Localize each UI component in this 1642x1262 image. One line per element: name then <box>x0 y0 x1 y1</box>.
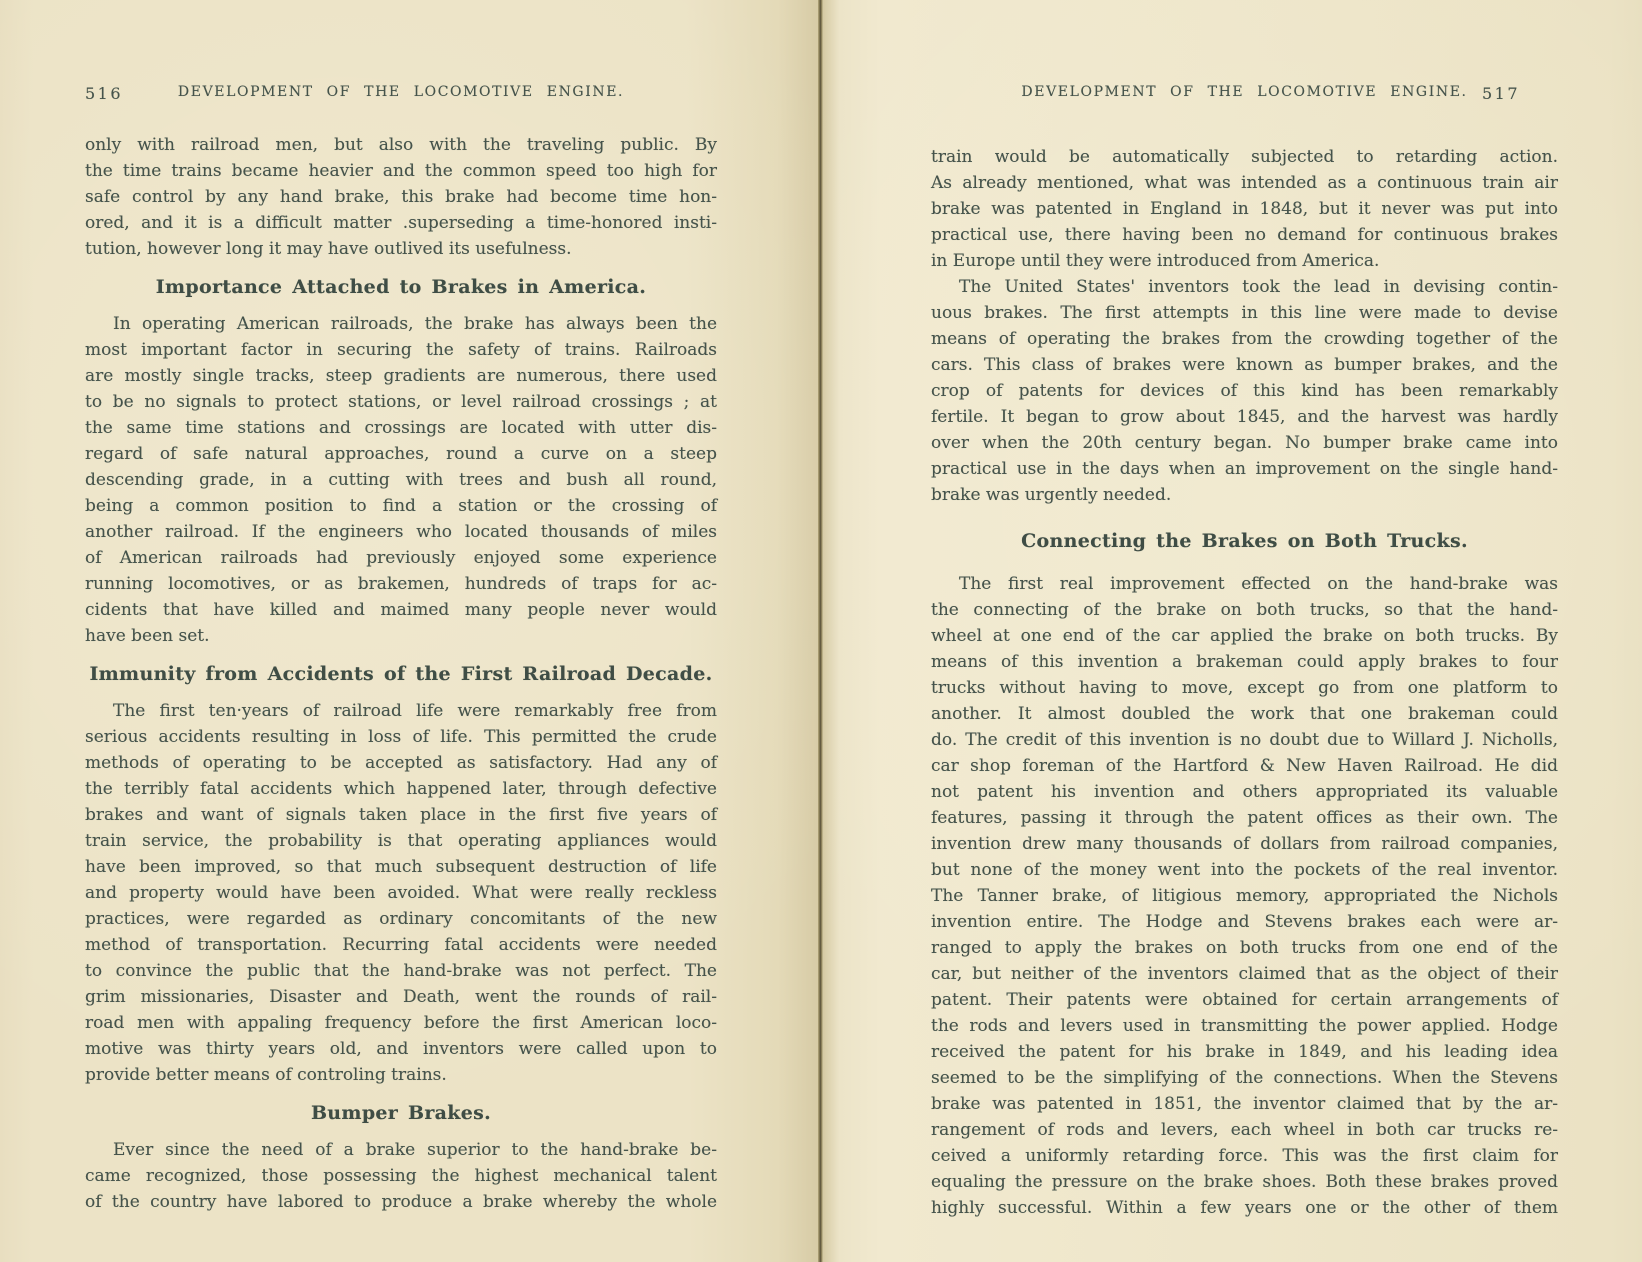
text-line: received the patent for his brake in 1849, and his leading idea <box>931 1042 1558 1062</box>
text-line: in Europe until they were introduced from America. <box>931 251 1380 271</box>
text-line: serious accidents resulting in loss of life. This permitted the crude <box>85 727 717 747</box>
text-line: road men with appaling frequency before the first American loco- <box>85 1013 717 1033</box>
left-page-body <box>85 132 717 1215</box>
text-line: methods of operating to be accepted as satisfactory. Had any of <box>85 753 717 773</box>
text-line: patent. Their patents were obtained for certain arrangements of <box>931 990 1558 1010</box>
text-line: brake was patented in 1851, the inventor claimed that by the ar- <box>931 1094 1558 1114</box>
right-page <box>823 0 1642 1262</box>
text-line: practical use, there having been no demand for continuous brakes <box>931 225 1558 245</box>
text-line: invention drew many thousands of dollars from railroad companies, <box>931 834 1558 854</box>
text-line: ceived a uniformly retarding force. This was the first claim for <box>931 1146 1558 1166</box>
text-line: equaling the pressure on the brake shoes. Both these brakes proved <box>931 1172 1558 1192</box>
section-heading: Connecting the Brakes on Both Trucks. <box>1021 530 1468 552</box>
text-line: Ever since the need of a brake superior to the hand-brake be- <box>113 1140 717 1160</box>
text-line: regard of safe natural approaches, round a curve on a steep <box>85 444 717 464</box>
text-line: the time trains became heavier and the common speed too high for <box>85 161 717 181</box>
text-line: uous brakes. The first attempts in this line were made to devise <box>931 303 1558 323</box>
text-line: grim missionaries, Disaster and Death, went the rounds of rail- <box>85 987 717 1007</box>
left-page-header <box>85 84 717 104</box>
text-line: provide better means of controling trains. <box>85 1065 447 1085</box>
text-line: the rods and levers used in transmitting the power applied. Hodge <box>931 1016 1558 1036</box>
text-line: rangement of rods and levers, each wheel in both car trucks re- <box>931 1120 1558 1140</box>
text-line: to convince the public that the hand-brake was not perfect. The <box>85 961 717 981</box>
text-line: only with railroad men, but also with the traveling public. By <box>85 135 717 155</box>
text-line: method of transportation. Recurring fatal accidents were needed <box>85 935 717 955</box>
text-line: crop of patents for devices of this kind has been remarkably <box>931 381 1558 401</box>
text-line: the terribly fatal accidents which happened later, through defective <box>85 779 717 799</box>
paragraph <box>85 698 717 1088</box>
text-line: of American railroads had previously enjoyed some experience <box>85 548 717 568</box>
text-line: are mostly single tracks, steep gradients are numerous, there used <box>85 366 717 386</box>
text-line: over when the 20th century began. No bumper brake came into <box>931 433 1558 453</box>
left-page-number: 516 <box>85 84 124 103</box>
section-heading: Immunity from Accidents of the First Railroad Decade. <box>89 663 713 685</box>
text-line: brake was urgently needed. <box>931 485 1172 505</box>
left-running-head: DEVELOPMENT OF THE LOCOMOTIVE ENGINE. <box>177 84 625 100</box>
text-line: tution, however long it may have outlived its usefulness. <box>85 239 572 259</box>
text-line: came recognized, those possessing the highest mechanical talent <box>85 1166 717 1186</box>
text-line: invention entire. The Hodge and Stevens brakes each were ar- <box>931 912 1558 932</box>
text-line: practices, were regarded as ordinary concomitants of the new <box>85 909 717 929</box>
text-line: The first real improvement effected on the hand-brake was <box>959 574 1558 594</box>
text-line: another. It almost doubled the work that one brakeman could <box>931 704 1558 724</box>
section-heading: Importance Attached to Brakes in America. <box>155 276 647 298</box>
text-line: fertile. It began to grow about 1845, and the harvest was hardly <box>931 407 1558 427</box>
text-line: car, but neither of the inventors claimed that as the object of their <box>931 964 1558 984</box>
paragraph <box>931 144 1558 274</box>
text-line: the same time stations and crossings are located with utter dis- <box>85 418 717 438</box>
text-line: trucks without having to move, except go from one platform to <box>931 678 1558 698</box>
right-page-header <box>931 84 1558 104</box>
paragraph <box>931 571 1558 1221</box>
paragraph <box>85 1137 717 1215</box>
paragraph <box>85 311 717 649</box>
text-line: In operating American railroads, the brake has always been the <box>113 314 717 334</box>
text-line: The Tanner brake, of litigious memory, appropriated the Nichols <box>931 886 1558 906</box>
text-line: descending grade, in a cutting with trees and bush all round, <box>85 470 717 490</box>
text-line: most important factor in securing the safety of trains. Railroads <box>85 340 717 360</box>
text-line: do. The credit of this invention is no doubt due to Willard J. Nicholls, <box>931 730 1558 750</box>
text-line: being a common position to find a station or the crossing of <box>85 496 717 516</box>
text-line: features, passing it through the patent offices as their own. The <box>931 808 1558 828</box>
text-line: train service, the probability is that operating appliances would <box>85 831 717 851</box>
section-heading: Bumper Brakes. <box>310 1102 492 1124</box>
text-line: means of operating the brakes from the crowding together of the <box>931 329 1558 349</box>
text-line: to be no signals to protect stations, or level railroad crossings ; at <box>85 392 717 412</box>
text-line: As already mentioned, what was intended as a continuous train air <box>931 173 1558 193</box>
text-line: but none of the money went into the pockets of the real inventor. <box>931 860 1558 880</box>
paragraph <box>85 132 717 262</box>
paragraph <box>931 274 1558 508</box>
text-line: ored, and it is a difficult matter .superseding a time-honored insti- <box>85 213 717 233</box>
text-line: seemed to be the simplifying of the connections. When the Stevens <box>931 1068 1558 1088</box>
text-line: of the country have labored to produce a brake whereby the whole <box>85 1192 717 1212</box>
text-line: The United States' inventors took the lead in devising contin- <box>959 277 1558 297</box>
text-line: not patent his invention and others appropriated its valuable <box>931 782 1558 802</box>
text-line: cars. This class of brakes were known as bumper brakes, and the <box>931 355 1558 375</box>
text-line: brakes and want of signals taken place in the first five years of <box>85 805 717 825</box>
text-line: car shop foreman of the Hartford & New Haven Railroad. He did <box>931 756 1558 776</box>
text-line: The first ten·years of railroad life were remarkably free from <box>113 701 717 721</box>
text-line: highly successful. Within a few years one or the other of them <box>931 1198 1558 1218</box>
text-line: another railroad. If the engineers who located thousands of miles <box>85 522 717 542</box>
text-line: have been improved, so that much subsequent destruction of life <box>85 857 717 877</box>
text-line: wheel at one end of the car applied the brake on both trucks. By <box>931 626 1558 646</box>
text-line: have been set. <box>85 626 210 646</box>
text-line: cidents that have killed and maimed many people never would <box>85 600 717 620</box>
text-line: train would be automatically subjected to retarding action. <box>931 147 1558 167</box>
text-line: and property would have been avoided. What were really reckless <box>85 883 717 903</box>
text-line: the connecting of the brake on both trucks, so that the hand- <box>931 600 1558 620</box>
right-page-number: 517 <box>1481 84 1520 103</box>
text-line: brake was patented in England in 1848, but it never was put into <box>931 199 1558 219</box>
text-line: safe control by any hand brake, this brake had become time hon- <box>85 187 717 207</box>
right-page-body <box>931 144 1558 1221</box>
right-running-head: DEVELOPMENT OF THE LOCOMOTIVE ENGINE. <box>1021 84 1468 100</box>
text-line: means of this invention a brakeman could apply brakes to four <box>931 652 1558 672</box>
text-line: practical use in the days when an improvement on the single hand- <box>931 459 1558 479</box>
text-line: motive was thirty years old, and inventors were called upon to <box>85 1039 717 1059</box>
left-page <box>0 0 818 1262</box>
text-line: running locomotives, or as brakemen, hundreds of traps for ac- <box>85 574 717 594</box>
text-line: ranged to apply the brakes on both trucks from one end of the <box>931 938 1558 958</box>
